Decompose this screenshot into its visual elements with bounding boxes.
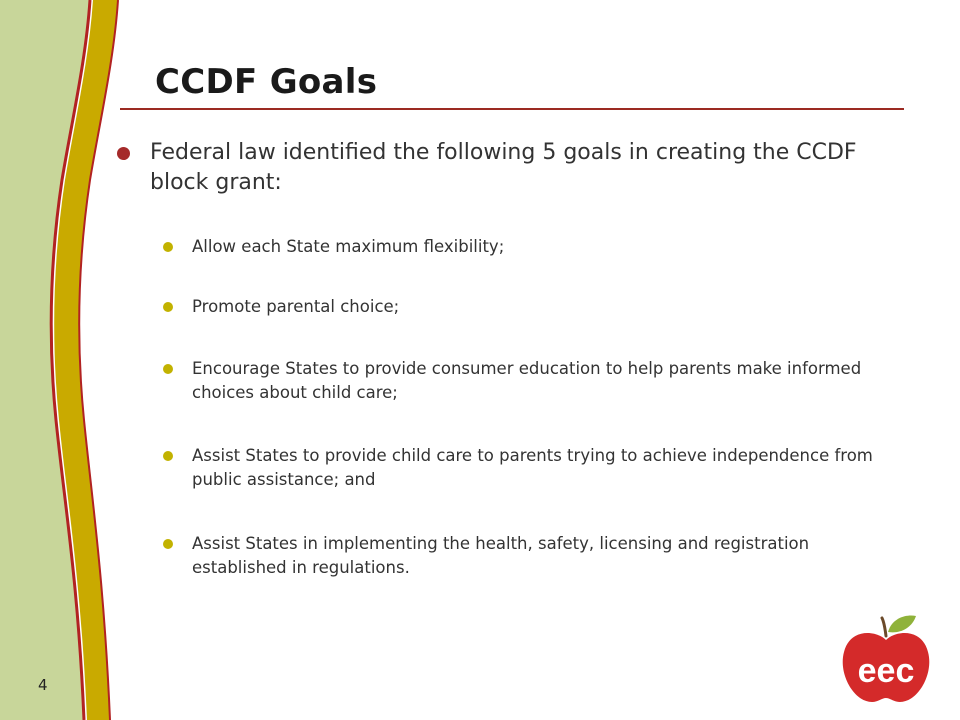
sidebar-decoration	[0, 0, 140, 720]
logo-text: eec	[857, 652, 915, 690]
sub-bullet-dot	[163, 539, 173, 549]
bullet-dot	[117, 147, 130, 160]
goal-item: Promote parental choice;	[192, 297, 400, 316]
goal-item: Assist States in implementing the health, safety, licensing and registration established in regulations.	[192, 534, 810, 577]
main-bullet-text: Federal law identified the following 5 goals in creating the CCDF block grant:	[150, 140, 857, 195]
sub-bullet-dot	[163, 451, 173, 461]
goal-item: Assist States to provide child care to parents trying to achieve independence from public assistance; and	[192, 446, 873, 489]
apple-stem-icon	[882, 618, 886, 636]
eec-apple-logo	[836, 612, 936, 706]
sub-bullet-dot	[163, 364, 173, 374]
apple-leaf-icon	[888, 616, 916, 633]
goal-item: Encourage States to provide consumer education to help parents make informed choices about child care;	[192, 359, 862, 402]
sub-bullet-dot	[163, 242, 173, 252]
title-underline	[120, 108, 904, 110]
sub-bullet-dot	[163, 302, 173, 312]
goal-item: Allow each State maximum flexibility;	[192, 237, 505, 256]
page-number: 4	[38, 676, 48, 694]
slide-title: CCDF Goals	[155, 62, 378, 102]
